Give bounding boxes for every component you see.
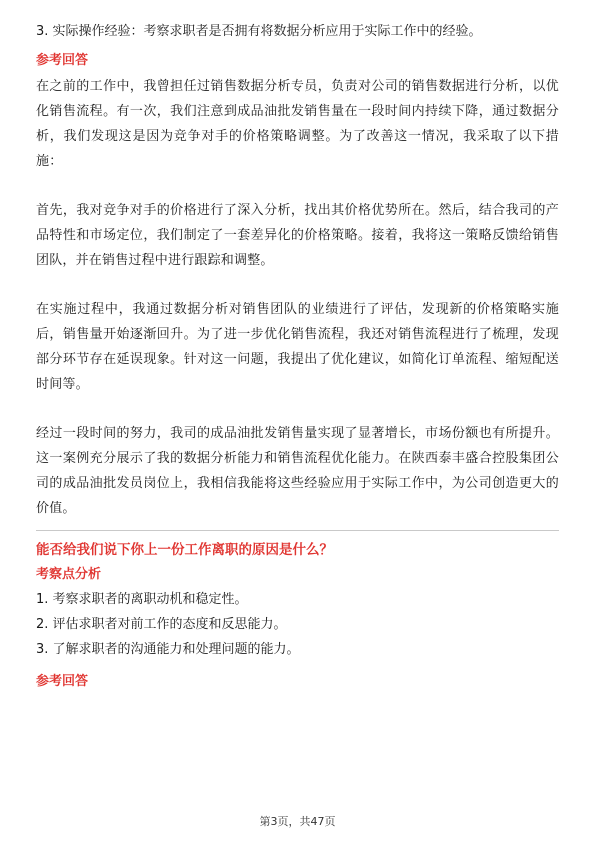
section-divider	[36, 530, 559, 531]
analysis-heading: 考察点分析	[36, 567, 102, 582]
interview-question: 能否给我们说下你上一份工作离职的原因是什么？	[36, 542, 333, 558]
answer-paragraph-3: 在实施过程中，我通过数据分析对销售团队的业绩进行了评估，发现新的价格策略实施后，销售量开始逐渐回升。为了进一步优化销售流程，我还对销售流程进行了梳理，发现部分环节存在延误现象。针对这一问题，我提出了优化建议，如简化订单流程、缩短配送时间等。	[36, 302, 559, 392]
analysis-item-2: 2. 评估求职者对前工作的态度和反思能力。	[36, 617, 287, 632]
page-content	[36, 22, 559, 692]
page-number: 第3页，共47页	[259, 815, 336, 828]
answer-paragraph-1: 在之前的工作中，我曾担任过销售数据分析专员，负责对公司的销售数据进行分析，以优化销售流程。有一次，我们注意到成品油批发销售量在一段时间内持续下降，通过数据分析，我们发现这是因为竞争对手的价格策略调整。为了改善这一情况，我采取了以下措施：	[36, 79, 559, 169]
reference-answer-heading-2: 参考回答	[36, 674, 89, 689]
answer-paragraph-4: 经过一段时间的努力，我司的成品油批发销售量实现了显著增长，市场份额也有所提升。这一案例充分展示了我的数据分析能力和销售流程优化能力。在陕西泰丰盛合控股集团公司的成品油批发员岗位上，我相信我能将这些经验应用于实际工作中，为公司创造更大的价值。	[36, 426, 559, 516]
answer-paragraph-2: 首先，我对竞争对手的价格进行了深入分析，找出其价格优势所在。然后，结合我司的产品特性和市场定位，我们制定了一套差异化的价格策略。接着，我将这一策略反馈给销售团队，并在销售过程中进行跟踪和调整。	[36, 203, 559, 268]
analysis-item-3: 3. 了解求职者的沟通能力和处理问题的能力。	[36, 642, 300, 657]
analysis-item-1: 1. 考察求职者的离职动机和稳定性。	[36, 592, 248, 607]
assessment-item-3: 3. 实际操作经验：考察求职者是否拥有将数据分析应用于实际工作中的经验。	[36, 24, 482, 39]
reference-answer-heading: 参考回答	[36, 53, 89, 68]
